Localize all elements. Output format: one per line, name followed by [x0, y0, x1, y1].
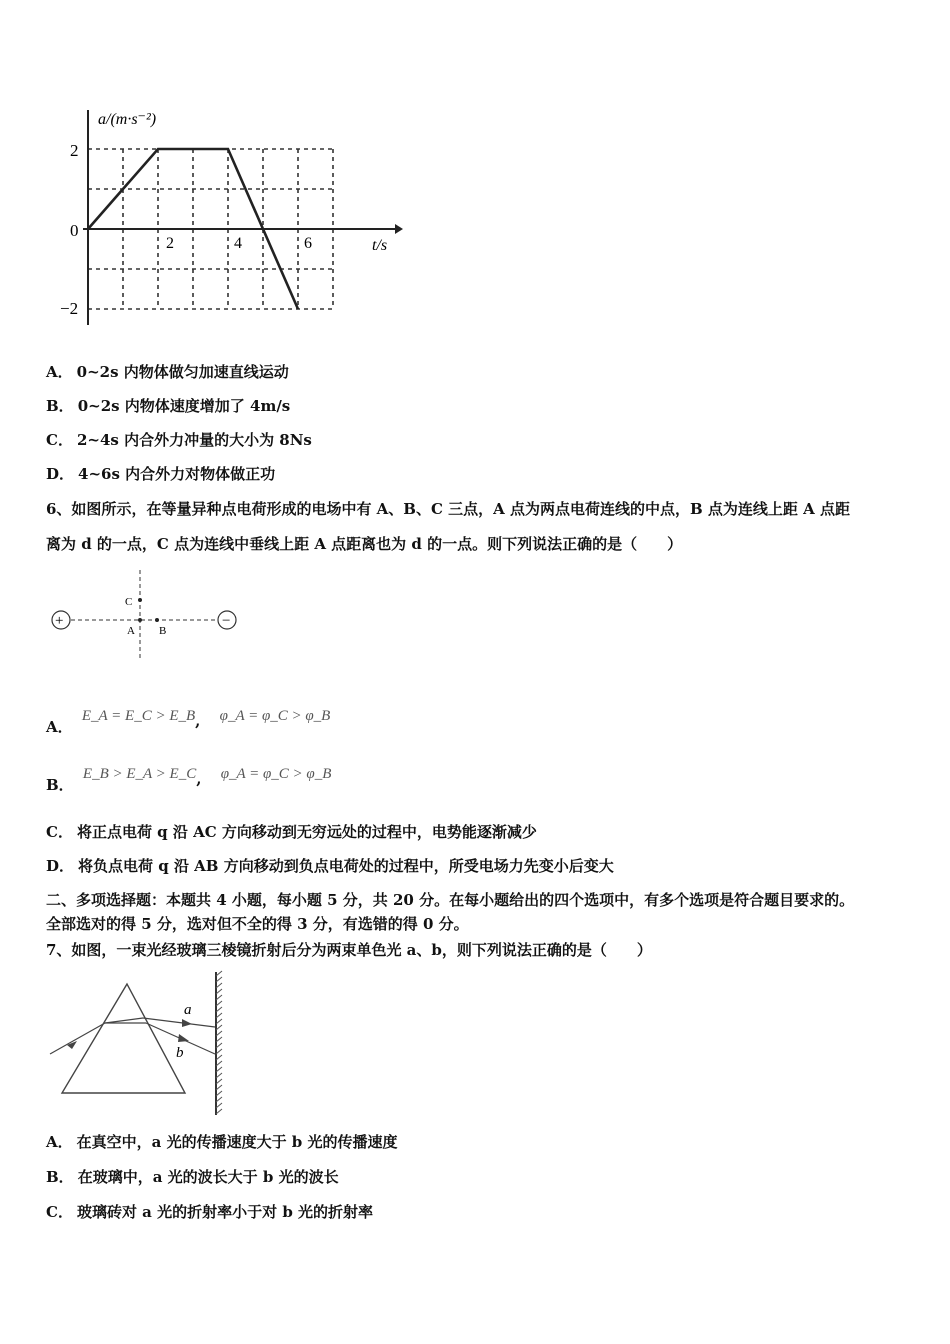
x-tick-label: 4 — [234, 235, 242, 252]
ray-b-arrow — [178, 1034, 189, 1042]
plus-sign: + — [55, 613, 64, 629]
label-a: a — [184, 1002, 192, 1018]
q7-prism-figure — [45, 970, 235, 1120]
option-letter: C． — [46, 1203, 73, 1221]
x-axis-arrow — [395, 224, 403, 234]
glass-prism — [62, 984, 185, 1093]
point-a — [138, 618, 142, 622]
option-letter: A． — [46, 363, 73, 381]
field-comparison: E_B > E_A > E_C — [82, 766, 197, 782]
section2-instructions-line1: 二、多项选择题：本题共 4 小题，每小题 5 分，共 20 分。在每小题给出的四个选项中，有多个选项是符合题目要求的。 — [46, 891, 855, 909]
q6-option-c[interactable] — [46, 821, 537, 842]
option-text: 4~6s 内合外力对物体做正功 — [78, 465, 276, 483]
section2-instructions-line2: 全部选对的得 5 分，选对但不全的得 3 分，有选错的得 0 分。 — [46, 915, 469, 933]
minus-sign: − — [222, 613, 231, 629]
x-tick-label: 2 — [166, 235, 174, 252]
y-tick-label: −2 — [60, 299, 79, 318]
x-axis-label: t/s — [372, 237, 388, 254]
ray-a-arrow — [182, 1019, 192, 1027]
point-c — [138, 598, 142, 602]
potential-comparison: φ_A = φ_C > φ_B — [220, 766, 332, 782]
q6-stem-line2: 离为 d 的一点，C 点为连线中垂线上距 A 点距离也为 d 的一点。则下列说法正确的是（ ） — [46, 535, 683, 553]
option-letter: A． — [46, 1133, 73, 1151]
option-text: 在玻璃中，a 光的波长大于 b 光的波长 — [77, 1168, 339, 1186]
option-letter: B． — [46, 397, 74, 415]
option-letter: B． — [46, 1168, 74, 1186]
q7-option-c[interactable] — [46, 1201, 373, 1222]
q5-option-c[interactable] — [46, 429, 312, 450]
y-tick-label: 2 — [70, 141, 79, 160]
option-text: 2~4s 内合外力冲量的大小为 8Ns — [76, 431, 312, 449]
y-tick-label: 0 — [70, 221, 79, 240]
option-letter: C． — [46, 823, 73, 841]
q6-stem-line1: 6、如图所示，在等量异种点电荷形成的电场中有 A、B、C 三点，A 点为两点电荷连线的中点，B 点为连线上距 A 点距 — [46, 500, 850, 518]
label-c: C — [125, 596, 133, 608]
q5-option-a[interactable] — [46, 361, 289, 382]
q5-option-b[interactable] — [46, 395, 290, 416]
q6-charge-figure — [45, 566, 245, 666]
label-b: B — [159, 625, 167, 637]
option-text: 玻璃砖对 a 光的折射率小于对 b 光的折射率 — [76, 1203, 374, 1221]
option-letter: D． — [46, 465, 75, 483]
option-text: 0~2s 内物体速度增加了 4m/s — [77, 397, 291, 415]
label-b: b — [176, 1045, 184, 1061]
point-b — [155, 618, 159, 622]
ray-in-prism-a — [105, 1018, 143, 1023]
option-text: 在真空中，a 光的传播速度大于 b 光的传播速度 — [76, 1133, 398, 1151]
q7-option-a[interactable] — [46, 1131, 398, 1152]
label-a: A — [127, 625, 135, 637]
option-text: 将负点电荷 q 沿 AB 方向移动到负点电荷处的过程中，所受电场力先变小后变大 — [78, 857, 614, 875]
potential-comparison: φ_A = φ_C > φ_B — [219, 708, 331, 724]
option-letter: B． — [46, 776, 74, 794]
q7-option-b[interactable] — [46, 1166, 339, 1187]
q6-option-a[interactable]: A． E_A = E_C > E_B, φ_A = φ_C > φ_B — [46, 708, 331, 736]
field-comparison: E_A = E_C > E_B — [81, 708, 196, 724]
option-letter: D． — [46, 857, 75, 875]
option-text: 0~2s 内物体做匀加速直线运动 — [76, 363, 289, 381]
x-tick-label: 6 — [304, 235, 312, 252]
y-axis-label: a/(m·s⁻²) — [98, 111, 157, 128]
q7-stem: 7、如图，一束光经玻璃三棱镜折射后分为两束单色光 a、b，则下列说法正确的是（ ） — [46, 941, 652, 959]
option-letter: A． — [46, 718, 73, 736]
ray-a — [143, 1018, 215, 1027]
option-text: 将正点电荷 q 沿 AC 方向移动到无穷远处的过程中，电势能逐渐减少 — [76, 823, 537, 841]
q5-option-d[interactable] — [46, 463, 275, 484]
option-letter: C． — [46, 431, 73, 449]
incident-ray — [50, 1023, 105, 1054]
q6-option-d[interactable] — [46, 855, 614, 876]
acceleration-time-graph — [50, 100, 410, 330]
q6-option-b[interactable]: B． E_B > E_A > E_C, φ_A = φ_C > φ_B — [46, 766, 332, 794]
